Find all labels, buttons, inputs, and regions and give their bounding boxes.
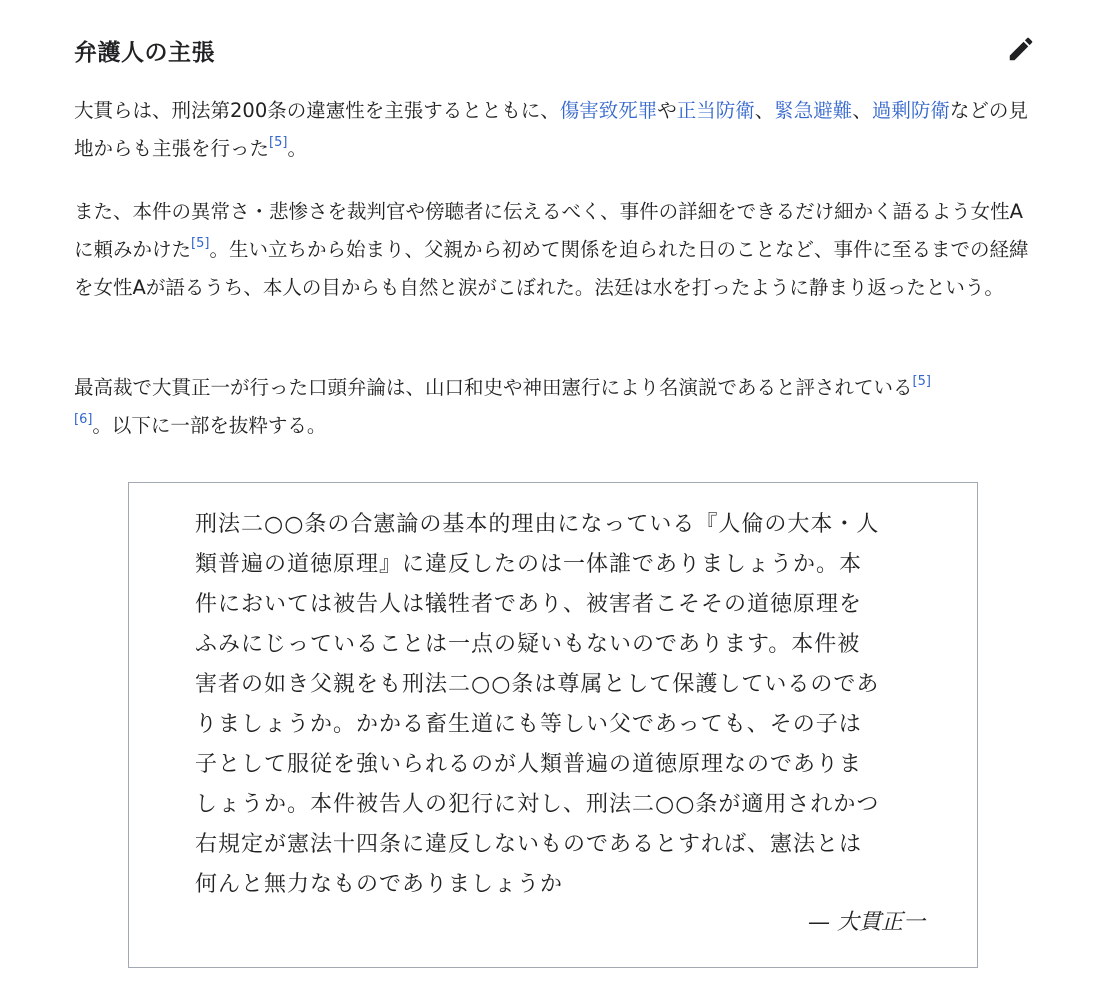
quote-line: 類普遍の道徳原理』に違反したのは一体誰でありましょうか。本 — [195, 552, 863, 577]
quote-citation: — 大貫正一 — [808, 910, 925, 935]
p1-text-6: 。 — [287, 137, 307, 160]
paragraph-testimony — [74, 193, 1036, 307]
quote-line: 件においては被告人は犠牲者であり、被害者こそその道徳原理を — [195, 592, 863, 617]
p3-text-2: 。以下に一部を抜粋する。 — [92, 414, 327, 437]
reference-6[interactable] — [74, 412, 92, 427]
paragraph-arguments — [74, 92, 1036, 168]
reference-6-link[interactable]: [6] — [74, 412, 93, 427]
quote-line: 何んと無力なものでありましょうか — [195, 872, 564, 897]
p1-text-1: 大貫らは、刑法第200条の違憲性を主張するとともに、 — [74, 99, 560, 122]
p1-text-4: 、 — [852, 99, 872, 122]
link-seito-bouei[interactable]: 正当防衛 — [676, 99, 755, 122]
section-title: 弁護人の主張 — [74, 40, 215, 66]
reference-5[interactable] — [913, 374, 931, 389]
quote-text — [195, 505, 915, 905]
reference-5-link[interactable]: [5] — [269, 135, 288, 150]
p1-text-5: などの見地からも主張を行った — [74, 99, 1028, 160]
p3-text-1: 最高裁で大貫正一が行った口頭弁論は、山口和史や神田憲行により名演説であると評されている — [74, 376, 913, 399]
reference-5-link[interactable]: [5] — [912, 374, 931, 389]
reference-5[interactable] — [269, 135, 287, 150]
quote-line: ふみにじっていることは一点の疑いもないのであります。本件被 — [195, 632, 861, 657]
quote-line: 子として服従を強いられるのが人類普遍の道徳原理なのでありま — [195, 752, 863, 777]
quote-line: 害者の如き父親をも刑法二○○条は尊属として保護しているのであ — [195, 672, 880, 697]
edit-section-button[interactable] — [1006, 34, 1036, 64]
reference-5[interactable] — [191, 236, 209, 251]
p2-text-1: また、本件の異常さ・悲惨さを裁判官や傍聴者に伝えるべく、事件の詳細をできるだけ細かく語るよう女性Aに頼みかけた — [74, 200, 1023, 261]
p1-text-2: や — [657, 99, 677, 122]
quote-line: 右規定が憲法十四条に違反しないものであるとすれば、憲法とは — [195, 832, 863, 857]
pencil-icon — [1006, 34, 1036, 64]
reference-5-link[interactable]: [5] — [191, 236, 210, 251]
quote-line: しょうか。本件被告人の犯行に対し、刑法二○○条が適用されかつ — [195, 792, 880, 817]
quote-line: りましょうか。かかる畜生道にも等しい父であっても、その子は — [195, 712, 862, 737]
section-header — [74, 30, 1036, 70]
blockquote — [128, 482, 978, 968]
link-shogai-chishi[interactable]: 傷害致死罪 — [559, 99, 658, 122]
quote-line: 刑法二○○条の合憲論の基本的理由になっている『人倫の大本・人 — [195, 512, 880, 537]
link-kinkyu-hinan[interactable]: 緊急避難 — [774, 99, 853, 122]
p1-text-3: 、 — [754, 99, 775, 122]
link-kajo-bouei[interactable]: 過剰防衛 — [871, 99, 950, 122]
p2-text-2: 。生い立ちから始まり、父親から初めて関係を迫られた日のことなど、事件に至るまでの経緯を女性Aが語るうち、本人の目からも自然と涙がこぼれた。法廷は水を打ったように静まり返ったという。 — [74, 238, 1029, 299]
paragraph-oral-argument — [74, 369, 1036, 445]
